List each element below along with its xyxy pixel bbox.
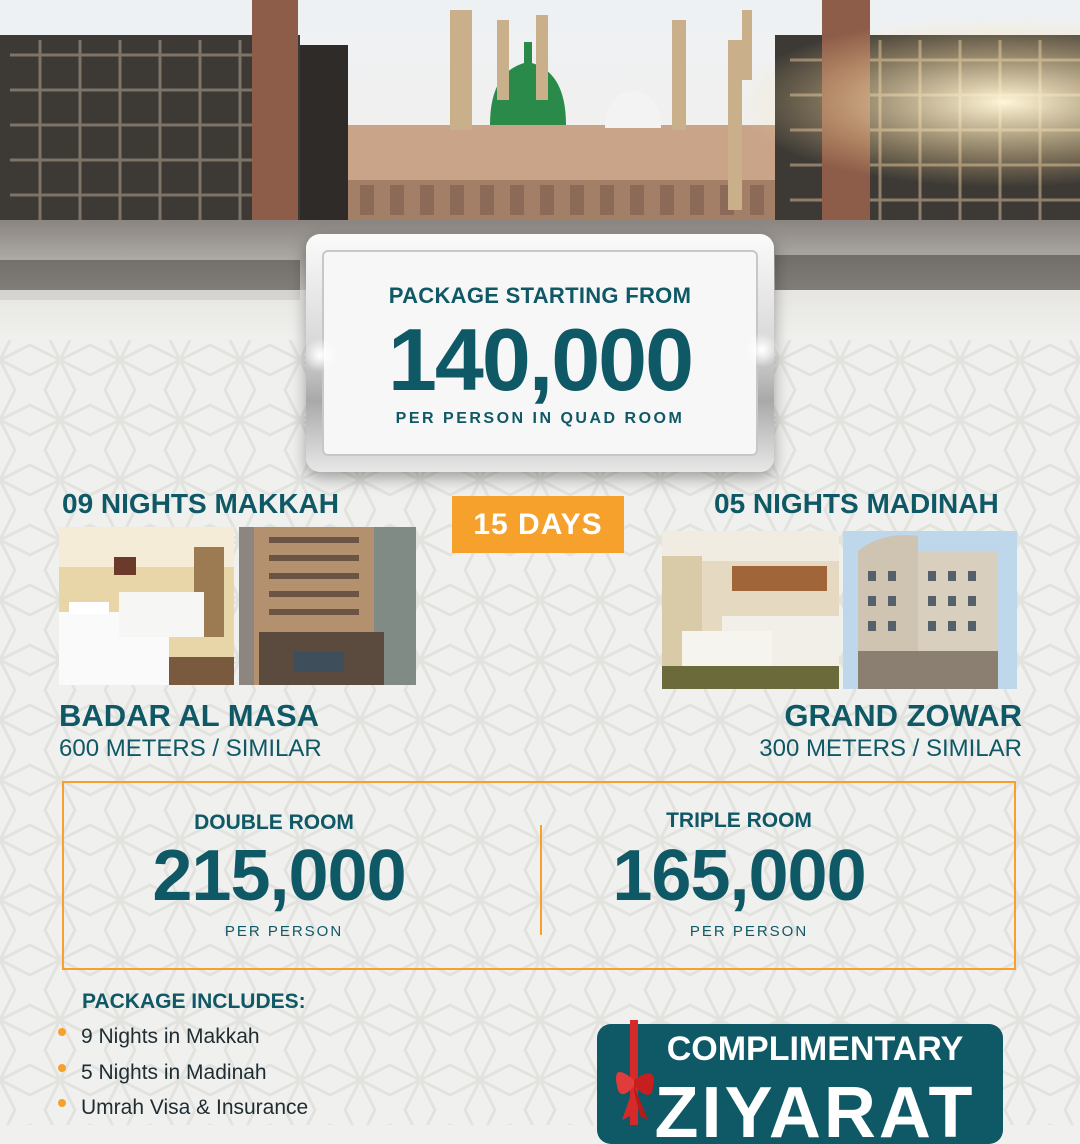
include-item-text: 5 Nights in Madinah xyxy=(81,1061,267,1084)
triple-room-label: TRIPLE ROOM xyxy=(666,809,812,832)
starting-price-value: 140,000 xyxy=(387,310,693,409)
bullet-icon xyxy=(58,1099,66,1107)
starting-price-note: PER PERSON IN QUAD ROOM xyxy=(395,410,685,427)
makkah-hotel-building-photo xyxy=(239,527,416,685)
madinah-hotel-name: GRAND ZOWAR xyxy=(784,698,1022,733)
madinah-hotel-building-photo xyxy=(843,531,1017,689)
room-prices-box xyxy=(62,781,1016,970)
list-item xyxy=(58,1096,308,1120)
include-item-text: Umrah Visa & Insurance xyxy=(81,1096,309,1119)
include-item-text: 9 Nights in Makkah xyxy=(81,1025,260,1048)
makkah-nights-label: 09 NIGHTS MAKKAH xyxy=(62,488,339,519)
makkah-room-photo xyxy=(59,527,234,685)
sparkle-icon xyxy=(742,330,782,370)
makkah-hotel-name: BADAR AL MASA xyxy=(59,698,320,733)
list-item xyxy=(58,1025,260,1049)
madinah-hotel-distance: 300 METERS / SIMILAR xyxy=(759,735,1022,762)
triple-room-per-person: PER PERSON xyxy=(689,923,809,940)
package-includes-title: PACKAGE INCLUDES: xyxy=(82,990,306,1013)
triple-room-price: 165,000 xyxy=(612,836,866,916)
madinah-nights-label: 05 NIGHTS MADINAH xyxy=(714,488,999,519)
bullet-icon xyxy=(58,1064,66,1072)
bullet-icon xyxy=(58,1028,66,1036)
madinah-room-photo xyxy=(662,531,839,689)
sparkle-icon xyxy=(300,335,340,375)
complimentary-label: COMPLIMENTARY xyxy=(666,1030,964,1068)
gift-ribbon-icon xyxy=(600,1020,680,1125)
starting-price-heading: PACKAGE STARTING FROM xyxy=(388,283,692,308)
double-room-price: 215,000 xyxy=(152,836,406,916)
double-room-label: DOUBLE ROOM xyxy=(194,811,354,834)
starting-price-card xyxy=(306,234,774,472)
makkah-hotel-distance: 600 METERS / SIMILAR xyxy=(59,735,322,762)
list-item xyxy=(58,1061,267,1085)
days-badge: 15 DAYS xyxy=(452,496,624,553)
ziyarat-label: ZIYARAT xyxy=(654,1073,976,1144)
double-room-per-person: PER PERSON xyxy=(224,923,344,940)
starting-price-card-inner xyxy=(322,250,758,456)
